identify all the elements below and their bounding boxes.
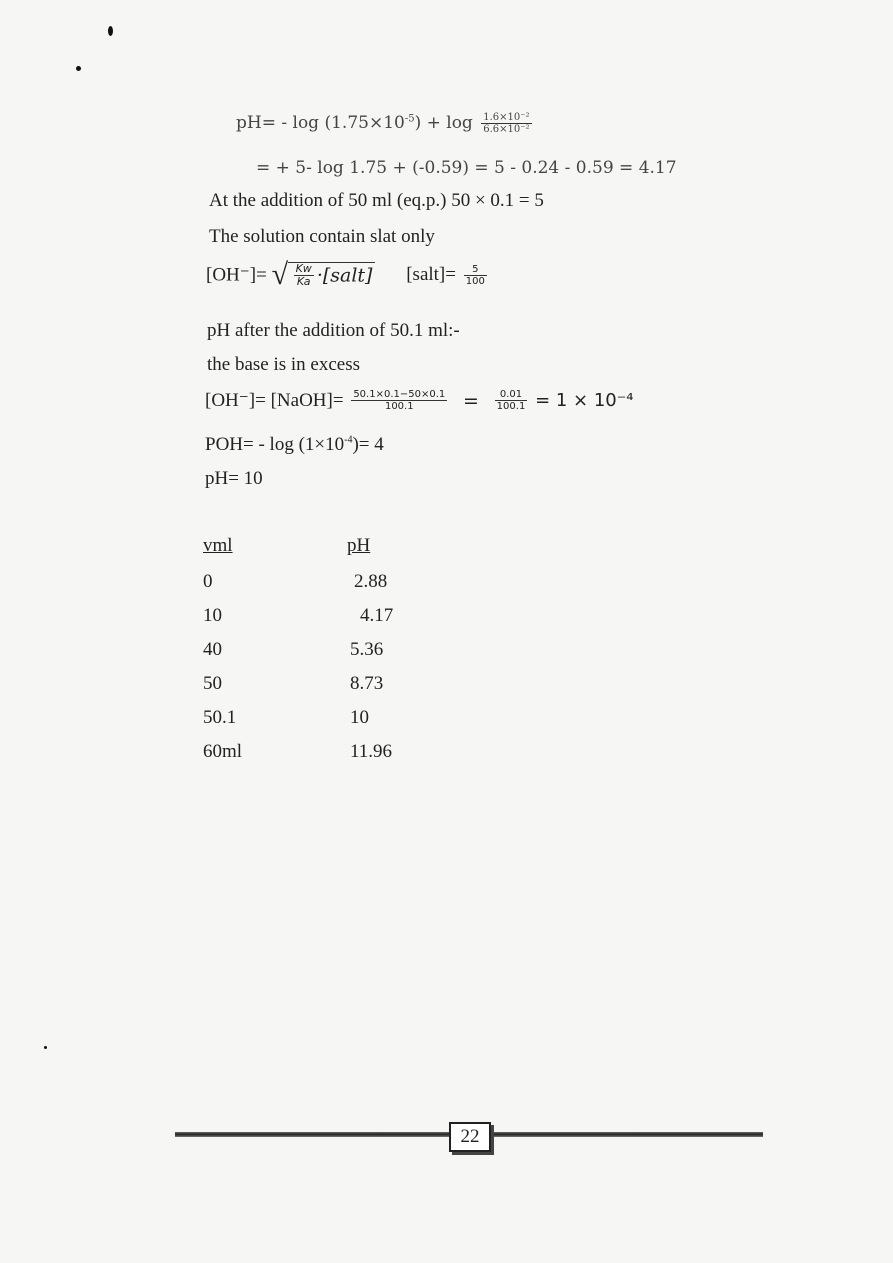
ph-eq1-fraction [481,112,531,135]
base-excess-text: the base is in excess [207,354,361,375]
scan-speck [108,26,113,36]
ph-10-line [205,468,263,490]
cell-ph: 2.88 [354,571,388,592]
ph-eq1-num: 1.6×10⁻² [483,112,530,123]
base-excess-line [207,354,360,376]
ph-after-501-line [207,320,460,342]
salt-fraction [464,264,487,287]
at-addition-50-text: At the addition of 50 ml (eq.p.) 50 × 0.1 = 5 [209,190,544,211]
cell-vml: 50 [203,673,222,694]
ph-eq1-mid: ) + log [414,113,473,133]
cell-ph: 4.17 [360,605,394,626]
header-ph: pH [347,535,371,556]
naoh-equation [205,389,633,412]
naoh-eq-sign: = [463,389,479,412]
poh-line [205,434,384,456]
naoh-fraction-1 [351,389,447,412]
salt-den: 100 [465,275,485,287]
scan-speck [44,1046,47,1049]
cell-vml: 0 [203,571,213,592]
naoh-fraction-2 [495,389,528,412]
ph-eq2-text: = + 5- log 1.75 + (-0.59) = 5 - 0.24 - 0.59 = 4.17 [256,158,677,178]
ph-eq1-lhs: pH= - log (1.75×10 [236,113,405,133]
salt-lhs: [salt]= [406,264,456,286]
naoh-result: = 1 × 10⁻⁴ [535,390,634,412]
poh-exp: -4 [344,434,353,446]
at-addition-50-line [209,190,544,212]
cell-vml: 40 [203,639,222,660]
page-number: 22 [460,1126,480,1147]
salt-num: 5 [464,264,487,276]
cell-ph: 5.36 [350,639,384,660]
sqrt-expression [271,258,376,291]
ph-after-501-text: pH after the addition of 50.1 ml:- [207,320,460,341]
salt-only-line [209,226,435,248]
ph-eq1-den: 6.6×10⁻² [483,124,530,135]
naoh-num: 50.1×0.1−50×0.1 [353,389,446,401]
kw-text: Kw [295,262,312,275]
cell-vml: 50.1 [203,707,237,728]
page-number-badge [449,1122,491,1152]
cell-ph: 8.73 [350,673,384,694]
cell-ph: 11.96 [350,741,393,762]
scan-speck [76,66,81,71]
naoh-lhs: [OH⁻]= [NaOH]= [205,390,344,412]
naoh-num2: 0.01 [495,389,528,401]
naoh-den: 100.1 [384,401,414,413]
oh-lhs: [OH⁻]= [206,264,267,286]
poh-tail: )= 4 [352,434,384,455]
kw-ka-fraction [294,263,314,288]
salt-only-text: The solution contain slat only [209,226,435,247]
oh-sqrt-equation [206,258,490,291]
poh-text: POH= - log (1×10 [205,434,345,455]
ph-equation-line-1 [236,112,535,135]
header-vml: vml [203,535,233,556]
ph-10-text: pH= 10 [205,468,263,489]
salt-term: ·[salt] [316,264,373,287]
sqrt-sign-icon: √ [271,258,289,291]
ka-text: Ka [296,275,311,289]
cell-vml: 10 [203,605,222,626]
ph-eq1-exp: -5 [404,113,415,125]
ph-equation-line-2 [256,158,677,178]
naoh-den2: 100.1 [496,401,526,413]
cell-ph: 10 [350,707,369,728]
cell-vml: 60ml [203,741,243,762]
